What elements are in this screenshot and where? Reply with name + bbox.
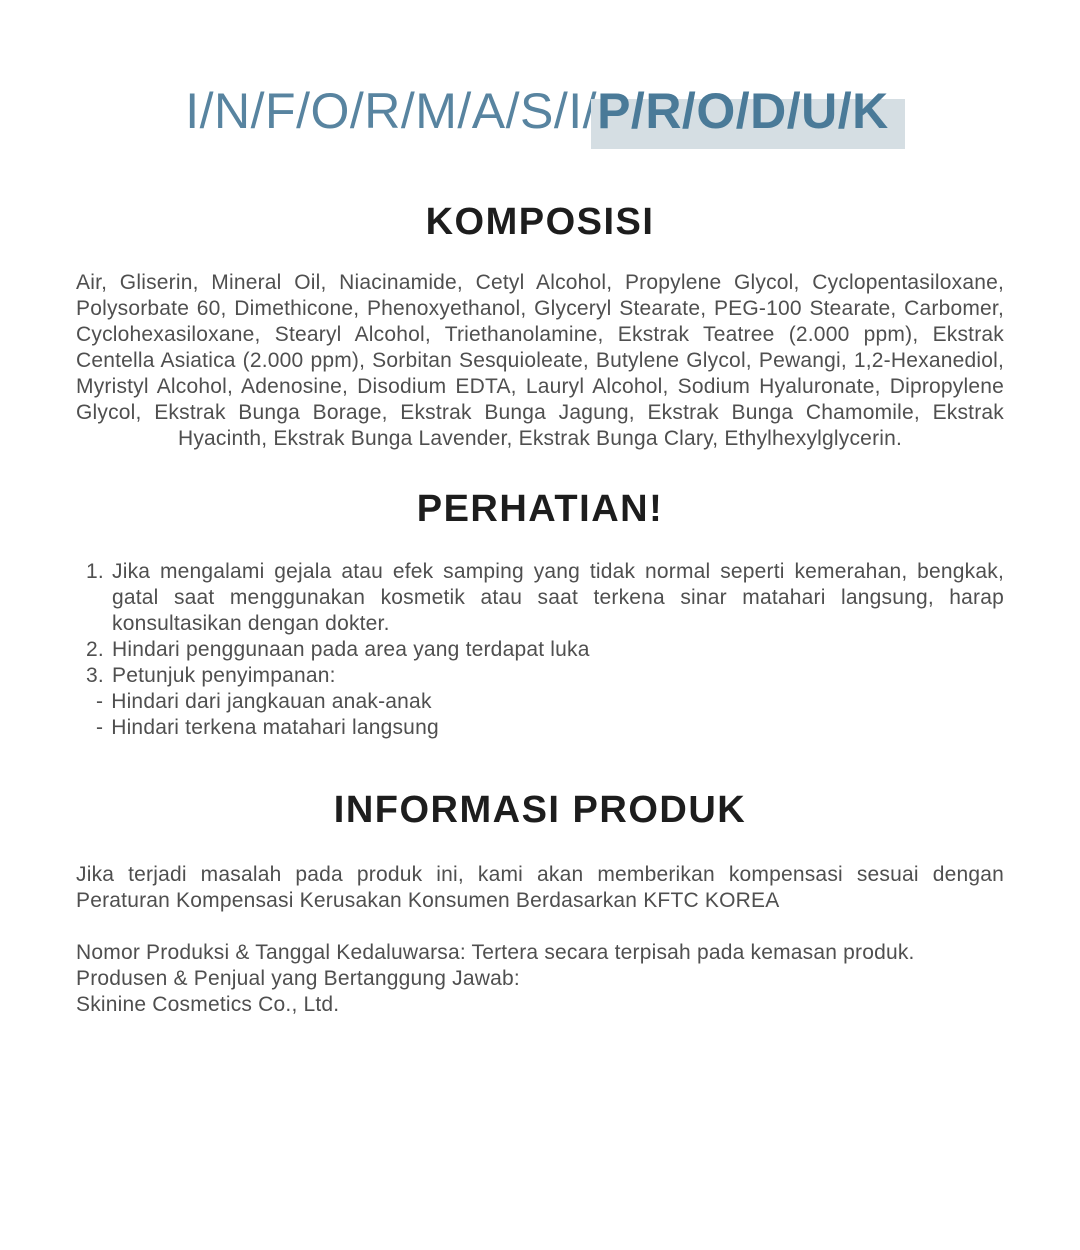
warning-item-1-body (112, 559, 1004, 637)
warning-item-3 (76, 663, 1004, 689)
warning-item-2-number: 2. (86, 638, 104, 661)
manufacturer-info-block (76, 940, 1004, 1018)
warning-item-1-text: Jika mengalami gejala atau efek samping yang tidak normal seperti kemerahan, bengkak, gatal saat menggunakan kosmetik atau saat terkena sinar matahari langsung, harap konsultasikan dengan dokter. (112, 560, 1004, 635)
informasi-produk-heading: INFORMASI PRODUK (333, 789, 747, 831)
ingredients-paragraph: Air, Gliserin, Mineral Oil, Niacinamide, Cetyl Alcohol, Propylene Glycol, Cyclopentasiloxane, Polysorbate 60, Dimethicone, Phenoxyethanol, Glyceryl Stearate, PEG-100 Stearate, Carbomer, Cyclohexasiloxane, Stearyl Alcohol, Triethanolamine, Ekstrak Teatree (2.000 ppm), Ekstrak Centella Asiatica (2.000 ppm), Sorbitan Sesquioleate, Butylene Glycol, Pewangi, 1,2-Hexanediol, Myristyl Alcohol, Adenosine, Disodium EDTA, Lauryl Alcohol, Sodium Hyaluronate, Dipropylene Glycol, Ekstrak Bunga Borage, Ekstrak Bunga Jagung, Ekstrak Bunga Chamomile, Ekstrak Hyacinth, Ekstrak Bunga Lavender, Ekstrak Bunga Clary, Ethylhexylglycerin. (76, 271, 1004, 450)
warning-item-3-body (112, 663, 1004, 689)
sub-item-dash: - (96, 716, 104, 739)
warning-item-3-number: 3. (86, 664, 104, 687)
page-title (76, 84, 1004, 139)
page-title-light-part: I/N/F/O/R/M/A/S/I/ (185, 83, 598, 139)
producer-label-line: Produsen & Penjual yang Bertanggung Jawab: (76, 967, 520, 990)
storage-sub-item-1-text: Hindari dari jangkauan anak-anak (111, 690, 432, 713)
warning-item-1-number: 1. (86, 560, 104, 583)
compensation-paragraph: Jika terjadi masalah pada produk ini, kami akan memberikan kompensasi sesuai dengan Peraturan Kompensasi Kerusakan Konsumen Berdasarkan KFTC KOREA (76, 863, 1004, 912)
warning-item-2-text: Hindari penggunaan pada area yang terdapat luka (112, 638, 590, 661)
storage-sub-item-2 (76, 715, 1004, 741)
warning-item-2 (76, 637, 1004, 663)
storage-sub-item-1 (76, 689, 1004, 715)
storage-sub-item-2-text: Hindari terkena matahari langsung (111, 716, 439, 739)
warning-item-1 (76, 559, 1004, 637)
komposisi-heading: KOMPOSISI (425, 201, 655, 243)
page-title-highlighted-part: P/R/O/D/U/K (597, 83, 895, 139)
warning-list (76, 559, 1004, 741)
producer-name-line: Skinine Cosmetics Co., Ltd. (76, 993, 340, 1016)
warning-item-3-text: Petunjuk penyimpanan: (112, 664, 336, 687)
production-number-line: Nomor Produksi & Tanggal Kedaluwarsa: Tertera secara terpisah pada kemasan produk. (76, 941, 915, 964)
perhatian-heading: PERHATIAN! (416, 488, 664, 530)
warning-item-2-body (112, 637, 1004, 663)
sub-item-dash: - (96, 690, 104, 713)
